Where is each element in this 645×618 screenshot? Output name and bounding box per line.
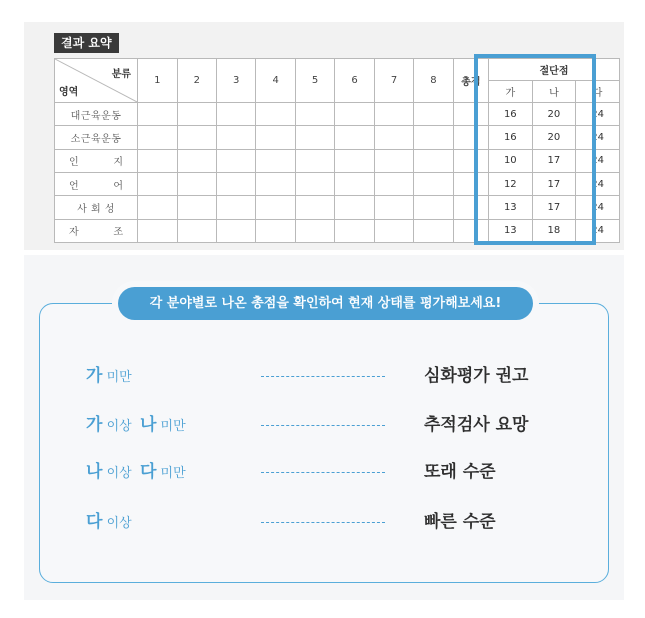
score-cell <box>216 126 255 149</box>
score-cell <box>335 219 374 242</box>
level-letter: 다 <box>139 462 157 482</box>
level-letter: 가 <box>86 366 103 386</box>
score-cell <box>138 149 177 172</box>
summary-table-wrap <box>54 58 620 243</box>
cutoff-value: 24 <box>576 149 620 172</box>
dotted-leader <box>261 472 385 473</box>
score-cell <box>414 196 453 219</box>
area-label <box>55 219 138 242</box>
level-letter: 나 <box>86 462 103 482</box>
table-row <box>55 172 620 195</box>
guide-result: 또래 수준 <box>424 462 496 482</box>
cutoff-value: 13 <box>489 196 533 219</box>
score-cell <box>295 126 334 149</box>
score-cell <box>216 149 255 172</box>
score-cell <box>256 172 295 195</box>
condition-text: 미만 <box>102 370 132 385</box>
area-label <box>55 172 138 195</box>
cutoff-value: 17 <box>532 196 576 219</box>
score-cell <box>256 103 295 126</box>
score-cell <box>256 149 295 172</box>
score-cell <box>216 103 255 126</box>
score-cell <box>138 172 177 195</box>
guide-item <box>86 507 566 537</box>
level-letter: 다 <box>86 512 103 532</box>
table-row <box>55 149 620 172</box>
score-cell <box>138 103 177 126</box>
guide-item <box>86 457 566 487</box>
area-label: 소근육운동 <box>55 126 138 149</box>
column-header: 8 <box>414 59 453 103</box>
score-cell <box>414 219 453 242</box>
score-cell <box>374 149 413 172</box>
column-header: 7 <box>374 59 413 103</box>
cutoff-value: 10 <box>489 149 533 172</box>
cutoff-value: 24 <box>576 126 620 149</box>
score-cell <box>295 219 334 242</box>
guide-item <box>86 361 566 391</box>
cutoff-value: 17 <box>532 172 576 195</box>
cutoff-value: 20 <box>532 126 576 149</box>
total-cell <box>453 149 488 172</box>
total-cell <box>453 196 488 219</box>
guide-result: 추적검사 요망 <box>424 415 529 435</box>
cutoff-value: 24 <box>576 219 620 242</box>
cutoff-value: 24 <box>576 172 620 195</box>
score-cell <box>414 172 453 195</box>
score-cell <box>295 149 334 172</box>
area-label: 사 회 성 <box>55 196 138 219</box>
score-cell <box>295 196 334 219</box>
cutoff-value: 24 <box>576 196 620 219</box>
score-cell <box>374 196 413 219</box>
level-letter: 나 <box>139 415 157 435</box>
score-cell <box>138 196 177 219</box>
score-cell <box>295 172 334 195</box>
score-cell <box>177 126 216 149</box>
score-cell <box>256 196 295 219</box>
dotted-leader <box>261 376 385 377</box>
total-cell <box>453 103 488 126</box>
score-cell <box>256 126 295 149</box>
guide-result: 심화평가 권고 <box>424 366 529 386</box>
cutoff-value: 16 <box>489 126 533 149</box>
area-label-char: 언 <box>69 180 79 192</box>
column-header: 2 <box>177 59 216 103</box>
total-cell <box>453 219 488 242</box>
condition-text: 미만 <box>156 466 186 481</box>
score-cell <box>216 172 255 195</box>
score-cell <box>335 196 374 219</box>
summary-table <box>54 58 620 243</box>
column-header: 4 <box>256 59 295 103</box>
area-label-char: 자 <box>69 227 79 239</box>
column-header: 6 <box>335 59 374 103</box>
cutoff-value: 12 <box>489 172 533 195</box>
cutoff-level-header: 나 <box>532 81 576 103</box>
guide-condition <box>86 457 186 487</box>
guide-condition <box>86 361 132 391</box>
score-cell <box>177 172 216 195</box>
score-cell <box>295 103 334 126</box>
score-cell <box>138 126 177 149</box>
area-label: 대근육운동 <box>55 103 138 126</box>
table-row <box>55 126 620 149</box>
cutoff-level-header: 가 <box>489 81 533 103</box>
column-header: 1 <box>138 59 177 103</box>
score-cell <box>374 103 413 126</box>
score-cell <box>335 149 374 172</box>
table-row <box>55 219 620 242</box>
score-cell <box>335 126 374 149</box>
condition-text: 이상 <box>102 516 132 531</box>
cutoff-value: 24 <box>576 103 620 126</box>
column-header: 5 <box>295 59 334 103</box>
score-cell <box>414 103 453 126</box>
guide-box <box>39 303 609 583</box>
score-cell <box>414 126 453 149</box>
table-row <box>55 196 620 219</box>
dotted-leader <box>261 425 385 426</box>
cutoff-value: 20 <box>532 103 576 126</box>
condition-text: 이상 <box>102 419 140 434</box>
section-label: 결과 요약 <box>54 33 119 53</box>
dotted-leader <box>261 522 385 523</box>
cutoff-value: 18 <box>532 219 576 242</box>
cutoff-header: 절단점 <box>489 59 620 81</box>
column-header: 3 <box>216 59 255 103</box>
score-cell <box>177 149 216 172</box>
cutoff-value: 17 <box>532 149 576 172</box>
guide-condition <box>86 410 186 440</box>
corner-area-label: 영역 <box>59 87 79 98</box>
total-cell <box>453 172 488 195</box>
guide-title: 각 분야별로 나온 총점을 확인하여 현재 상태를 평가해보세요! <box>118 287 533 320</box>
score-cell <box>414 149 453 172</box>
score-cell <box>177 103 216 126</box>
score-cell <box>138 219 177 242</box>
guide-result: 빠른 수준 <box>424 512 496 532</box>
table-row <box>55 103 620 126</box>
area-label-char: 인 <box>69 157 79 169</box>
total-header: 총점 <box>453 59 488 103</box>
score-cell <box>216 196 255 219</box>
cutoff-value: 16 <box>489 103 533 126</box>
area-label-char: 지 <box>113 157 124 169</box>
guide-item <box>86 410 566 440</box>
score-cell <box>374 126 413 149</box>
cutoff-level-header: 다 <box>576 81 620 103</box>
guide-condition <box>86 507 132 537</box>
score-cell <box>335 103 374 126</box>
score-cell <box>335 172 374 195</box>
table-corner-header <box>55 59 138 103</box>
score-cell <box>216 219 255 242</box>
score-cell <box>177 219 216 242</box>
area-label-char: 조 <box>113 227 124 239</box>
cutoff-value: 13 <box>489 219 533 242</box>
level-letter: 가 <box>86 415 103 435</box>
condition-text: 이상 <box>102 466 140 481</box>
area-label <box>55 149 138 172</box>
score-cell <box>374 172 413 195</box>
score-cell <box>374 219 413 242</box>
corner-category-label: 분류 <box>111 69 132 80</box>
score-cell <box>256 219 295 242</box>
condition-text: 미만 <box>156 419 186 434</box>
area-label-char: 어 <box>113 180 124 192</box>
score-cell <box>177 196 216 219</box>
total-cell <box>453 126 488 149</box>
